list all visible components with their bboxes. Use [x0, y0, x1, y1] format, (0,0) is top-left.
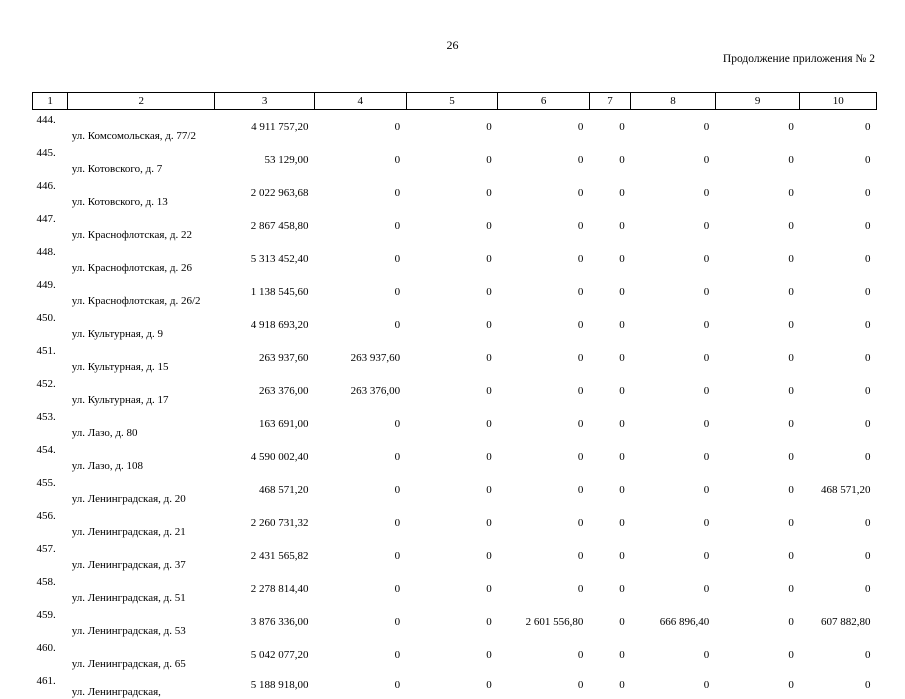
value-cell-5: 0	[406, 275, 498, 308]
value-cell-7: 0	[589, 671, 630, 699]
value-cell-4: 0	[314, 605, 406, 638]
value-cell-5: 0	[406, 242, 498, 275]
value-cell-7: 0	[589, 176, 630, 209]
value-cell-7: 0	[589, 110, 630, 144]
value-cell-9: 0	[715, 572, 800, 605]
row-number: 455.	[33, 473, 68, 506]
value-cell-9: 0	[715, 275, 800, 308]
table-row	[33, 572, 877, 605]
value-cell-7: 0	[589, 341, 630, 374]
table-row	[33, 374, 877, 407]
value-cell-7: 0	[589, 638, 630, 671]
value-cell-9: 0	[715, 242, 800, 275]
column-header: 1	[33, 93, 68, 110]
value-cell-8: 666 896,40	[631, 605, 716, 638]
value-cell-9: 0	[715, 539, 800, 572]
value-cell-3: 53 129,00	[215, 143, 315, 176]
table-row	[33, 605, 877, 638]
value-cell-8: 0	[631, 572, 716, 605]
row-number: 453.	[33, 407, 68, 440]
value-cell-10: 0	[800, 572, 877, 605]
value-cell-4: 0	[314, 209, 406, 242]
value-cell-4: 0	[314, 671, 406, 699]
value-cell-6: 0	[498, 572, 590, 605]
value-cell-9: 0	[715, 605, 800, 638]
value-cell-6: 0	[498, 407, 590, 440]
value-cell-7: 0	[589, 506, 630, 539]
value-cell-7: 0	[589, 242, 630, 275]
column-header: 5	[406, 93, 498, 110]
address-cell: ул. Комсомольская, д. 77/2	[68, 110, 215, 144]
value-cell-4: 0	[314, 308, 406, 341]
row-number: 460.	[33, 638, 68, 671]
value-cell-8: 0	[631, 143, 716, 176]
value-cell-8: 0	[631, 473, 716, 506]
appendix-title: Продолжение приложения № 2	[723, 53, 875, 65]
page-number: 26	[0, 38, 905, 53]
column-header: 7	[589, 93, 630, 110]
value-cell-5: 0	[406, 143, 498, 176]
value-cell-3: 468 571,20	[215, 473, 315, 506]
value-cell-10: 0	[800, 506, 877, 539]
value-cell-9: 0	[715, 440, 800, 473]
value-cell-6: 0	[498, 638, 590, 671]
value-cell-10: 0	[800, 671, 877, 699]
value-cell-9: 0	[715, 374, 800, 407]
address-cell: ул. Краснофлотская, д. 26	[68, 242, 215, 275]
value-cell-8: 0	[631, 407, 716, 440]
value-cell-3: 163 691,00	[215, 407, 315, 440]
address-cell: ул. Котовского, д. 13	[68, 176, 215, 209]
value-cell-9: 0	[715, 176, 800, 209]
value-cell-10: 0	[800, 539, 877, 572]
row-number: 456.	[33, 506, 68, 539]
value-cell-5: 0	[406, 506, 498, 539]
value-cell-8: 0	[631, 638, 716, 671]
value-cell-3: 263 937,60	[215, 341, 315, 374]
column-header: 9	[715, 93, 800, 110]
value-cell-3: 2 867 458,80	[215, 209, 315, 242]
value-cell-3: 263 376,00	[215, 374, 315, 407]
value-cell-6: 0	[498, 374, 590, 407]
value-cell-7: 0	[589, 572, 630, 605]
value-cell-5: 0	[406, 110, 498, 144]
value-cell-10: 0	[800, 341, 877, 374]
address-cell: ул. Краснофлотская, д. 26/2	[68, 275, 215, 308]
value-cell-9: 0	[715, 407, 800, 440]
value-cell-7: 0	[589, 209, 630, 242]
column-header: 10	[800, 93, 877, 110]
value-cell-9: 0	[715, 341, 800, 374]
value-cell-9: 0	[715, 506, 800, 539]
value-cell-9: 0	[715, 209, 800, 242]
value-cell-5: 0	[406, 539, 498, 572]
value-cell-8: 0	[631, 110, 716, 144]
value-cell-10: 0	[800, 242, 877, 275]
value-cell-5: 0	[406, 605, 498, 638]
value-cell-5: 0	[406, 671, 498, 699]
value-cell-8: 0	[631, 374, 716, 407]
address-cell: ул. Культурная, д. 17	[68, 374, 215, 407]
value-cell-4: 263 937,60	[314, 341, 406, 374]
table-row	[33, 440, 877, 473]
address-cell: ул. Культурная, д. 9	[68, 308, 215, 341]
value-cell-4: 0	[314, 143, 406, 176]
value-cell-6: 0	[498, 242, 590, 275]
value-cell-5: 0	[406, 176, 498, 209]
value-cell-9: 0	[715, 110, 800, 144]
table-row	[33, 473, 877, 506]
value-cell-8: 0	[631, 506, 716, 539]
value-cell-6: 0	[498, 440, 590, 473]
value-cell-5: 0	[406, 638, 498, 671]
value-cell-6: 2 601 556,80	[498, 605, 590, 638]
row-number: 445.	[33, 143, 68, 176]
value-cell-7: 0	[589, 473, 630, 506]
table-row	[33, 341, 877, 374]
value-cell-4: 0	[314, 539, 406, 572]
address-cell: ул. Ленинградская, д. 53	[68, 605, 215, 638]
value-cell-10: 0	[800, 638, 877, 671]
value-cell-6: 0	[498, 506, 590, 539]
address-cell: ул. Лазо, д. 80	[68, 407, 215, 440]
column-header: 8	[631, 93, 716, 110]
value-cell-3: 4 590 002,40	[215, 440, 315, 473]
column-header: 6	[498, 93, 590, 110]
table-row	[33, 506, 877, 539]
value-cell-10: 0	[800, 143, 877, 176]
value-cell-3: 5 313 452,40	[215, 242, 315, 275]
data-table	[32, 92, 877, 699]
row-number: 444.	[33, 110, 68, 144]
value-cell-6: 0	[498, 143, 590, 176]
value-cell-4: 0	[314, 506, 406, 539]
value-cell-10: 0	[800, 374, 877, 407]
value-cell-4: 0	[314, 110, 406, 144]
value-cell-3: 2 431 565,82	[215, 539, 315, 572]
row-number: 450.	[33, 308, 68, 341]
value-cell-8: 0	[631, 176, 716, 209]
row-number: 459.	[33, 605, 68, 638]
value-cell-7: 0	[589, 308, 630, 341]
address-cell: ул. Ленинградская, д. 20	[68, 473, 215, 506]
value-cell-6: 0	[498, 671, 590, 699]
value-cell-5: 0	[406, 572, 498, 605]
value-cell-8: 0	[631, 275, 716, 308]
row-number: 458.	[33, 572, 68, 605]
value-cell-8: 0	[631, 671, 716, 699]
column-header: 3	[215, 93, 315, 110]
address-cell: ул. Ленинградская, д. 65	[68, 638, 215, 671]
table-row	[33, 671, 877, 699]
value-cell-4: 0	[314, 473, 406, 506]
value-cell-8: 0	[631, 341, 716, 374]
row-number: 457.	[33, 539, 68, 572]
value-cell-3: 5 042 077,20	[215, 638, 315, 671]
value-cell-5: 0	[406, 341, 498, 374]
value-cell-9: 0	[715, 143, 800, 176]
address-cell: ул. Котовского, д. 7	[68, 143, 215, 176]
value-cell-7: 0	[589, 407, 630, 440]
value-cell-3: 2 260 731,32	[215, 506, 315, 539]
value-cell-5: 0	[406, 209, 498, 242]
row-number: 447.	[33, 209, 68, 242]
value-cell-10: 0	[800, 407, 877, 440]
value-cell-7: 0	[589, 143, 630, 176]
value-cell-6: 0	[498, 209, 590, 242]
table-row	[33, 209, 877, 242]
value-cell-4: 0	[314, 572, 406, 605]
value-cell-3: 4 918 693,20	[215, 308, 315, 341]
address-cell: ул. Ленинградская, д. 51	[68, 572, 215, 605]
row-number: 461.	[33, 671, 68, 699]
value-cell-5: 0	[406, 440, 498, 473]
value-cell-4: 0	[314, 176, 406, 209]
value-cell-10: 0	[800, 440, 877, 473]
value-cell-8: 0	[631, 209, 716, 242]
value-cell-10: 0	[800, 308, 877, 341]
address-cell: ул. Культурная, д. 15	[68, 341, 215, 374]
value-cell-5: 0	[406, 407, 498, 440]
value-cell-3: 2 022 963,68	[215, 176, 315, 209]
value-cell-7: 0	[589, 374, 630, 407]
value-cell-3: 5 188 918,00	[215, 671, 315, 699]
header-row	[33, 93, 877, 110]
value-cell-10: 0	[800, 209, 877, 242]
value-cell-4: 0	[314, 440, 406, 473]
column-header: 2	[68, 93, 215, 110]
value-cell-9: 0	[715, 638, 800, 671]
value-cell-5: 0	[406, 308, 498, 341]
address-cell: ул. Ленинградская,	[68, 671, 215, 699]
value-cell-7: 0	[589, 440, 630, 473]
value-cell-4: 0	[314, 242, 406, 275]
value-cell-10: 607 882,80	[800, 605, 877, 638]
value-cell-10: 0	[800, 176, 877, 209]
value-cell-6: 0	[498, 308, 590, 341]
address-cell: ул. Лазо, д. 108	[68, 440, 215, 473]
value-cell-4: 0	[314, 407, 406, 440]
value-cell-7: 0	[589, 605, 630, 638]
table-row	[33, 143, 877, 176]
value-cell-9: 0	[715, 473, 800, 506]
table-row	[33, 308, 877, 341]
value-cell-6: 0	[498, 341, 590, 374]
table-row	[33, 407, 877, 440]
table-row	[33, 176, 877, 209]
value-cell-3: 4 911 757,20	[215, 110, 315, 144]
value-cell-4: 0	[314, 275, 406, 308]
value-cell-5: 0	[406, 473, 498, 506]
address-cell: ул. Краснофлотская, д. 22	[68, 209, 215, 242]
row-number: 448.	[33, 242, 68, 275]
table-row	[33, 275, 877, 308]
table-row	[33, 539, 877, 572]
value-cell-6: 0	[498, 539, 590, 572]
value-cell-8: 0	[631, 440, 716, 473]
value-cell-10: 0	[800, 275, 877, 308]
value-cell-8: 0	[631, 242, 716, 275]
value-cell-10: 0	[800, 110, 877, 144]
value-cell-3: 2 278 814,40	[215, 572, 315, 605]
value-cell-6: 0	[498, 176, 590, 209]
table-row	[33, 638, 877, 671]
value-cell-4: 263 376,00	[314, 374, 406, 407]
column-header: 4	[314, 93, 406, 110]
value-cell-9: 0	[715, 671, 800, 699]
value-cell-4: 0	[314, 638, 406, 671]
row-number: 446.	[33, 176, 68, 209]
value-cell-3: 3 876 336,00	[215, 605, 315, 638]
value-cell-3: 1 138 545,60	[215, 275, 315, 308]
value-cell-5: 0	[406, 374, 498, 407]
value-cell-7: 0	[589, 539, 630, 572]
value-cell-6: 0	[498, 473, 590, 506]
table-row	[33, 242, 877, 275]
value-cell-7: 0	[589, 275, 630, 308]
value-cell-6: 0	[498, 110, 590, 144]
value-cell-10: 468 571,20	[800, 473, 877, 506]
value-cell-9: 0	[715, 308, 800, 341]
table-header	[33, 93, 877, 110]
table-row	[33, 110, 877, 144]
row-number: 452.	[33, 374, 68, 407]
value-cell-8: 0	[631, 308, 716, 341]
value-cell-6: 0	[498, 275, 590, 308]
table-body	[33, 110, 877, 699]
address-cell: ул. Ленинградская, д. 37	[68, 539, 215, 572]
address-cell: ул. Ленинградская, д. 21	[68, 506, 215, 539]
row-number: 454.	[33, 440, 68, 473]
value-cell-8: 0	[631, 539, 716, 572]
row-number: 449.	[33, 275, 68, 308]
row-number: 451.	[33, 341, 68, 374]
